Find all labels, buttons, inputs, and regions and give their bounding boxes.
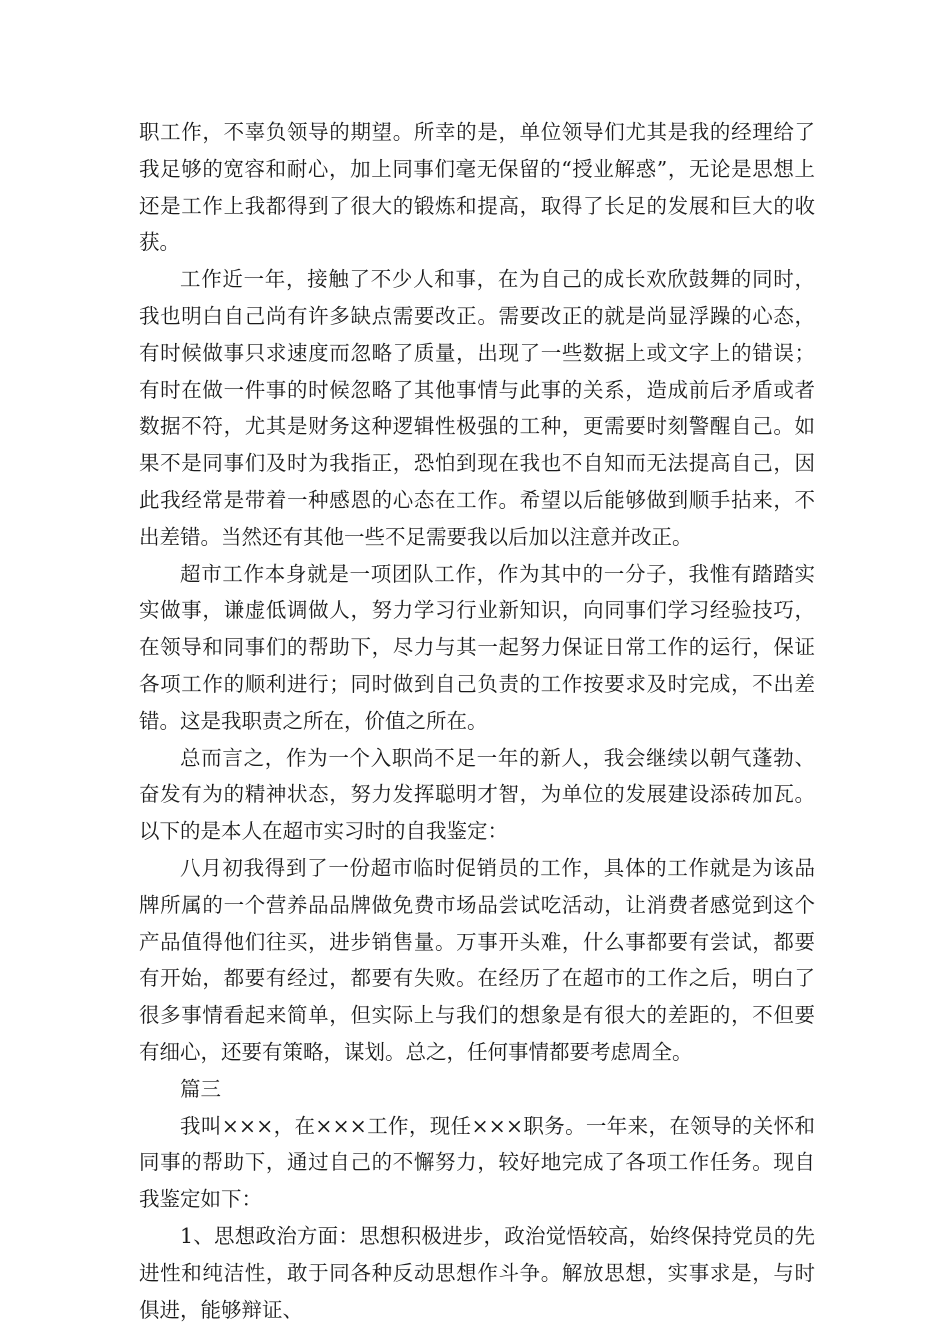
section-heading: 篇三	[180, 1076, 221, 1101]
document-body	[139, 114, 815, 1328]
paragraph-political: 1、思想政治方面：思想积极进步，政治觉悟较高，始终保持党员的先进性和纯洁性，敢于同各种反动思想作斗争。解放思想，实事求是，与时俱进，能够辩证、	[139, 1223, 815, 1322]
paragraph-shortcomings: 工作近一年，接触了不少人和事，在为自己的成长欢欣鼓舞的同时，我也明白自己尚有许多缺点需要改正。需要改正的就是尚显浮躁的心态，有时候做事只求速度而忽略了质量，出现了一些数据上或文字上的错误；有时在做一件事的时候忽略了其他事情与此事的关系，造成前后矛盾或者数据不符，尤其是财务这种逻辑性极强的工种，更需要时刻警醒自己。如果不是同事们及时为我指正，恐怕到现在我也不自知而无法提高自己，因此我经常是带着一种感恩的心态在工作。希望以后能够做到顺手拈来，不出差错。当然还有其他一些不足需要我以后加以注意并改正。	[139, 267, 815, 549]
paragraph-introduction: 我叫×××，在×××工作，现任×××职务。一年来，在领导的关怀和同事的帮助下，通过自己的不懈努力，较好地完成了各项工作任务。现自我鉴定如下：	[139, 1113, 815, 1212]
paragraph-internship: 八月初我得到了一份超市临时促销员的工作，具体的工作就是为该品牌所属的一个营养品品牌做免费市场品尝试吃活动，让消费者感觉到这个产品值得他们往买，进步销售量。万事开头难，什么事都要有尝试，都要有开始，都要有经过，都要有失败。在经历了在超市的工作之后，明白了很多事情看起来简单，但实际上与我们的想象是有很大的差距的，不但要有细心，还要有策略，谋划。总之，任何事情都要考虑周全。	[139, 855, 815, 1064]
paragraph-continuation: 职工作，不辜负领导的期望。所幸的是，单位领导们尤其是我的经理给了我足够的宽容和耐心，加上同事们毫无保留的“授业解惑”，无论是思想上还是工作上我都得到了很大的锻炼和提高，取得了长足的发展和巨大的收获。	[139, 120, 815, 255]
paragraph-teamwork: 超市工作本身就是一项团队工作，作为其中的一分子，我惟有踏踏实实做事，谦虚低调做人，努力学习行业新知识，向同事们学习经验技巧，在领导和同事们的帮助下，尽力与其一起努力保证日常工作的运行，保证各项工作的顺利进行；同时做到自己负责的工作按要求及时完成，不出差错。这是我职责之所在，价值之所在。	[139, 561, 815, 733]
paragraph-summary: 总而言之，作为一个入职尚不足一年的新人，我会继续以朝气蓬勃、奋发有为的精神状态，努力发挥聪明才智，为单位的发展建设添砖加瓦。以下的是本人在超市实习时的自我鉴定：	[139, 745, 815, 844]
